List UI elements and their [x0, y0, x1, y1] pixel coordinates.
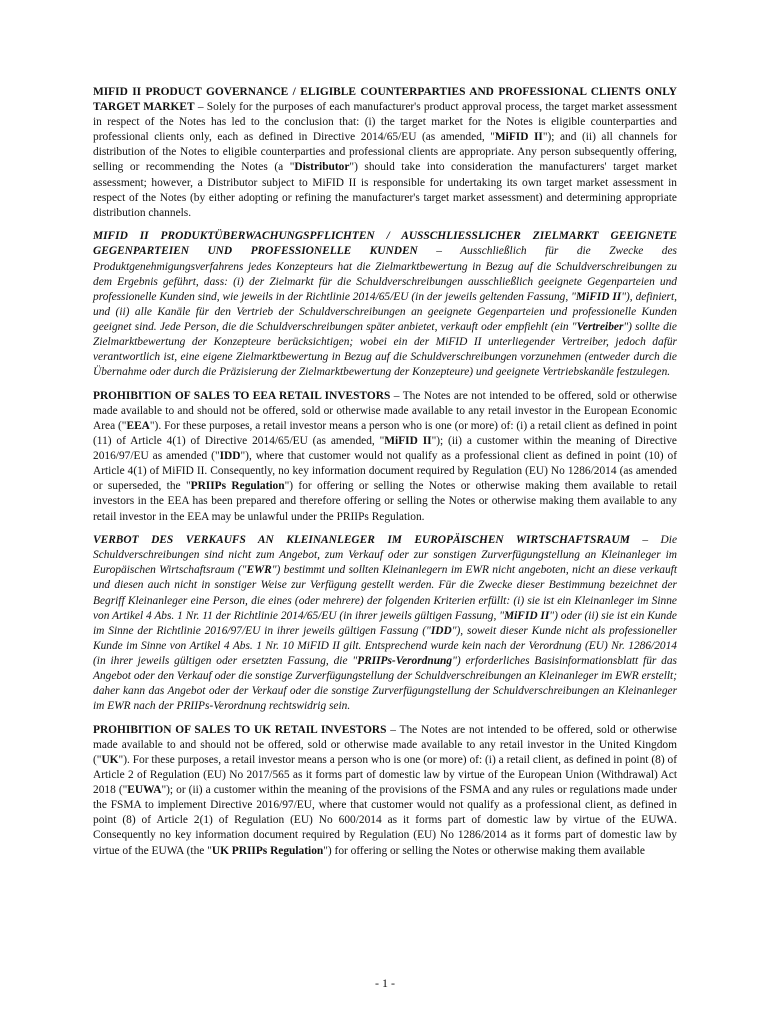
defined-term: EEA	[126, 419, 150, 432]
paragraph-text: ") should take into consideration the manufacturers' target market assessment; however, a Distributor subject to MiFID II is responsible for undertaking its own target market assessment in respect of the Notes (by either adopting or refining the manufacturer's target market assessment) and determining appropriate distribution channels.	[93, 161, 677, 219]
paragraph-heading: PROHIBITION OF SALES TO EEA RETAIL INVESTORS	[93, 389, 391, 402]
paragraph-text: "). For these purposes, a retail investor means a person who is one (or more) of: (i) a retail client, as defined in point (8) of Article 2 of Regulation (EU) No 2017/565 as it forms part of domestic law by virtue of the European Union (Withdrawal) Act 2018 ("	[93, 753, 677, 797]
defined-term: UK PRIIPs Regulation	[211, 844, 324, 857]
defined-term: MiFID II	[504, 609, 550, 622]
defined-term: Vertreiber	[576, 320, 624, 333]
paragraph-text: ") erforderliches Basisinformationsblatt für das Angebot oder den Verkauf oder die sonstige Zurverfügungstellung der Schuldverschreibungen an Kleinanleger im EWR erstellt; daher kann das Angebot oder der Verkauf oder die sonstige Zurverfügungstellung der Schuldverschreibungen an Kleinanleger im EWR nach der PRIIPs-Verordnung rechtswidrig sein.	[93, 654, 677, 713]
paragraph-heading: PROHIBITION OF SALES TO UK RETAIL INVESTORS	[93, 723, 387, 736]
paragraph-text: ") for offering or selling the Notes or otherwise making them available	[323, 844, 645, 857]
paragraph-eea-en	[93, 389, 677, 525]
defined-term: MiFID II	[575, 290, 622, 303]
paragraph-text: – The Notes are not intended to be offered, sold or otherwise made available to and should not be offered, sold or otherwise made available to any retail investor in the United Kingdom ("	[93, 723, 677, 766]
paragraph-text: ") oder (ii) sie ist ein Kunde im Sinne der Richtlinie 2016/97/EU in ihrer jeweils gültigen Fassung ("	[93, 609, 677, 637]
paragraph-text: "), soweit dieser Kunde nicht als professioneller Kunde im Sinne von Artikel 4 Abs. 1 Nr. 10 MiFID II gilt. Entsprechend wurde kein nach der Verordnung (EU) Nr. 1286/2014 (in ihrer jeweils gültigen oder ersetzten Fassung, die "	[93, 624, 677, 667]
defined-term: EWR	[246, 564, 272, 577]
defined-term: Distributor	[294, 161, 350, 174]
paragraph-mifid-en	[93, 85, 677, 221]
defined-term: UK	[101, 753, 119, 766]
paragraph-text: "); and (ii) all channels for distribution of the Notes to eligible counterparties and professional clients are appropriate. Any person subsequently offering, selling or recommending the Notes (a "	[93, 131, 677, 174]
paragraph-text: – The Notes are not intended to be offered, sold or otherwise made available to and should not be offered, sold or otherwise made available to any retail investor in the European Economic Area ("	[93, 389, 677, 432]
paragraph-text: "). For these purposes, a retail investor means a person who is one (or more) of: (i) a retail client as defined in point (11) of Article 4(1) of Directive 2014/65/EU (as amended, "	[93, 419, 678, 448]
paragraph-heading: MIFID II PRODUKTÜBERWACHUNGSPFLICHTEN / AUSSCHLIESSLICHER ZIELMARKT GEEIGNETE GEGENPARTEIEN UND PROFESSIONELLE KUNDEN	[93, 230, 677, 258]
paragraph-uk-en	[93, 723, 677, 859]
paragraph-eea-de	[93, 533, 677, 714]
page-number: - 1 -	[375, 976, 395, 990]
defined-term: PRIIPs Regulation	[190, 480, 285, 493]
paragraph-heading: MIFID II PRODUCT GOVERNANCE / ELIGIBLE COUNTERPARTIES AND PROFESSIONAL CLIENTS ONLY TARGET MARKET	[93, 86, 677, 114]
defined-term: MiFID II	[494, 131, 543, 144]
paragraph-heading: VERBOT DES VERKAUFS AN KLEINANLEGER IM EUROPÄISCHEN WIRTSCHAFTSRAUM	[93, 534, 630, 547]
paragraph-text: ") for offering or selling the Notes or otherwise making them available to retail investors in the EEA has been prepared and therefore offering or selling the Notes or otherwise making them available to any retail investor in the EEA may be unlawful under the PRIIPs Regulation.	[93, 480, 678, 523]
paragraph-text: – Solely for the purposes of each manufacturer's product approval process, the target market assessment in respect of the Notes has led to the conclusion that: (i) the target market for the Notes is eligible counterparties and professional clients only, each as defined in Directive 2014/65/EU (as amended, "	[93, 101, 677, 144]
defined-term: IDD	[219, 450, 241, 463]
paragraph-text: – Die Schuldverschreibungen sind nicht zum Angebot, zum Verkauf oder zur sonstigen Zurverfügungstellung an Kleinanleger im Europäischen Wirtschaftsraum ("	[93, 534, 677, 577]
paragraph-mifid-de	[93, 229, 677, 380]
paragraph-text: "), definiert, und (ii) alle Kanäle für den Vertrieb der Schuldverschreibungen an geeignete Gegenparteien und professionelle Kunden geeignet sind. Jede Person, die die Schuldverschreibungen später anbietet, verkauft oder empfiehlt (ein "	[93, 290, 678, 333]
paragraph-text: ") sollte die Zielmarktbewertung der Konzepteure berücksichtigen; wobei ein der MiFID II unterliegender Vertreiber, jedoch dafür verantwortlich ist, eine eigene Zielmarktbewertung in Bezug auf die Schuldverschreibungen vorzunehmen (entweder durch die Übernahme oder durch die Präzisierung der Zielmarktbewertung der Konzepteure) und geeignete Vertriebskanäle festzulegen.	[93, 320, 677, 379]
paragraph-text: "); (ii) a customer within the meaning of Directive 2016/97/EU as amended ("	[93, 435, 677, 463]
paragraph-text: "), where that customer would not qualify as a professional client as defined in point (10) of Article 4(1) of MiFID II. Consequently, no key information document required by Regulation (EU) No 1286/2014 (as amended or superseded, the "	[93, 450, 677, 493]
defined-term: IDD	[430, 624, 452, 637]
defined-term: EUWA	[127, 784, 162, 797]
defined-term: PRIIPs-Verordnung	[357, 654, 453, 667]
paragraph-text: "); or (ii) a customer within the meaning of the provisions of the FSMA and any rules or regulations made under the FSMA to implement Directive 2016/97/EU, where that customer would not qualify as a professional client, as defined in point (8) of Article 2(1) of Regulation (EU) No 600/2014 as it forms part of domestic law by virtue of the EUWA. Consequently no key information document required by Regulation (EU) No 1286/2014 as it forms part of domestic law by virtue of the EUWA (the "	[93, 784, 677, 857]
document-body	[93, 85, 677, 867]
defined-term: MiFID II	[384, 435, 432, 448]
paragraph-text: – Ausschließlich für die Zwecke des Produktgenehmigungsverfahrens jedes Konzepteurs hat die Zielmarktbewertung in Bezug auf die Schuldverschreibungen zu dem Ergebnis geführt, dass: (i) der Zielmarkt für die Schuldverschreibungen ausschließlich geeignete Gegenparteien und professionelle Kunden sind, wie jeweils in der Richtlinie 2014/65/EU (in der jeweils geltenden Fassung, "	[93, 245, 677, 303]
paragraph-text: ") bestimmt und sollten Kleinanlegern im EWR nicht angeboten, nicht an diese verkauft und diesen auch nicht in sonstiger Weise zur Verfügung gestellt werden. Für die Zwecke dieser Bestimmung bezeichnet der Begriff Kleinanleger eine Person, die eines (oder mehrere) der folgenden Kriterien erfüllt: (i) sie ist ein Kleinanleger im Sinne von Artikel 4 Abs. 1 Nr. 11 der Richtlinie 2014/65/EU (in ihrer jeweils gültigen Fassung, "	[93, 564, 678, 622]
